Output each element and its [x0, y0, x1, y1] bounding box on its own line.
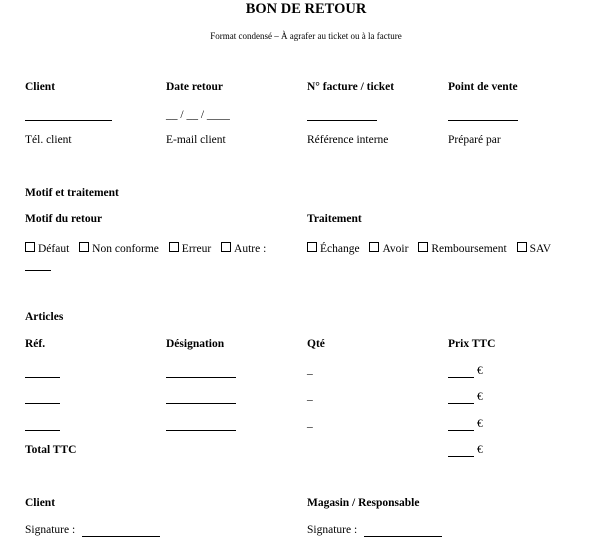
signature-client-label: Client [25, 497, 56, 509]
total-label: Total TTC [25, 444, 77, 456]
checkbox-icon[interactable] [369, 242, 379, 252]
option-label: Échange [320, 243, 360, 255]
email-label: E-mail client [166, 134, 226, 146]
document-title: BON DE RETOUR [245, 1, 367, 17]
row-qty-field[interactable]: _ [307, 364, 313, 376]
row-price-field[interactable] [448, 430, 474, 431]
checkbox-icon[interactable] [307, 242, 317, 252]
store-signature-field[interactable] [364, 536, 442, 537]
motif-section-title: Motif et traitement [25, 187, 119, 199]
euro-symbol: € [477, 365, 483, 377]
checkbox-icon[interactable] [418, 242, 428, 252]
option-label: Remboursement [431, 243, 507, 255]
invoice-field[interactable] [307, 120, 377, 121]
date-field[interactable]: __ / __ / ____ [166, 109, 230, 121]
row-ref-field[interactable] [25, 430, 60, 431]
other-reason-field[interactable] [25, 270, 51, 271]
row-designation-field[interactable] [166, 430, 236, 431]
checkbox-icon[interactable] [169, 242, 179, 252]
client-signature-label: Signature : [25, 524, 76, 536]
treatment-label: Traitement [307, 213, 362, 225]
option-label: SAV [529, 243, 552, 255]
client-field[interactable] [25, 120, 112, 121]
row-designation-field[interactable] [166, 377, 236, 378]
column-ref: Réf. [25, 338, 46, 350]
option-label: Défaut [38, 243, 70, 255]
treatment-options [307, 242, 558, 255]
row-ref-field[interactable] [25, 403, 60, 404]
total-price-field[interactable] [448, 456, 474, 457]
reason-option-erreur[interactable] [169, 243, 211, 255]
option-label: Erreur [181, 243, 212, 255]
option-label: Avoir [382, 243, 409, 255]
treatment-option-echange[interactable] [307, 243, 360, 255]
signature-store-label: Magasin / Responsable [307, 497, 420, 509]
row-ref-field[interactable] [25, 377, 60, 378]
client-signature-field[interactable] [82, 536, 160, 537]
treatment-option-sav[interactable] [517, 243, 552, 255]
invoice-label: N° facture / ticket [307, 81, 395, 93]
articles-section-title: Articles [25, 311, 64, 323]
row-price-field[interactable] [448, 403, 474, 404]
option-label: Autre : [234, 243, 267, 255]
reason-label: Motif du retour [25, 213, 103, 225]
euro-symbol: € [477, 444, 483, 456]
reason-option-defaut[interactable] [25, 243, 69, 255]
reference-label: Référence interne [307, 134, 389, 146]
date-label: Date retour [166, 81, 223, 93]
column-price: Prix TTC [448, 338, 496, 350]
column-qty: Qté [307, 338, 325, 350]
prepared-label: Préparé par [448, 134, 501, 146]
checkbox-icon[interactable] [221, 242, 231, 252]
checkbox-icon[interactable] [79, 242, 89, 252]
checkbox-icon[interactable] [517, 242, 527, 252]
reason-option-non-conforme[interactable] [79, 243, 159, 255]
row-qty-field[interactable]: _ [307, 417, 313, 429]
treatment-option-remboursement[interactable] [418, 243, 506, 255]
client-label: Client [25, 81, 56, 93]
pos-label: Point de vente [448, 81, 518, 93]
euro-symbol: € [477, 418, 483, 430]
document-subtitle: Format condensé – À agrafer au ticket ou à la facture [210, 31, 402, 41]
phone-label: Tél. client [25, 134, 72, 146]
euro-symbol: € [477, 391, 483, 403]
row-qty-field[interactable]: _ [307, 390, 313, 402]
store-signature-label: Signature : [307, 524, 358, 536]
row-designation-field[interactable] [166, 403, 236, 404]
reason-option-autre[interactable] [221, 243, 266, 255]
option-label: Non conforme [92, 243, 159, 255]
column-designation: Désignation [166, 338, 225, 350]
reason-options [25, 242, 273, 255]
pos-field[interactable] [448, 120, 518, 121]
checkbox-icon[interactable] [25, 242, 35, 252]
row-price-field[interactable] [448, 377, 474, 378]
treatment-option-avoir[interactable] [369, 243, 408, 255]
